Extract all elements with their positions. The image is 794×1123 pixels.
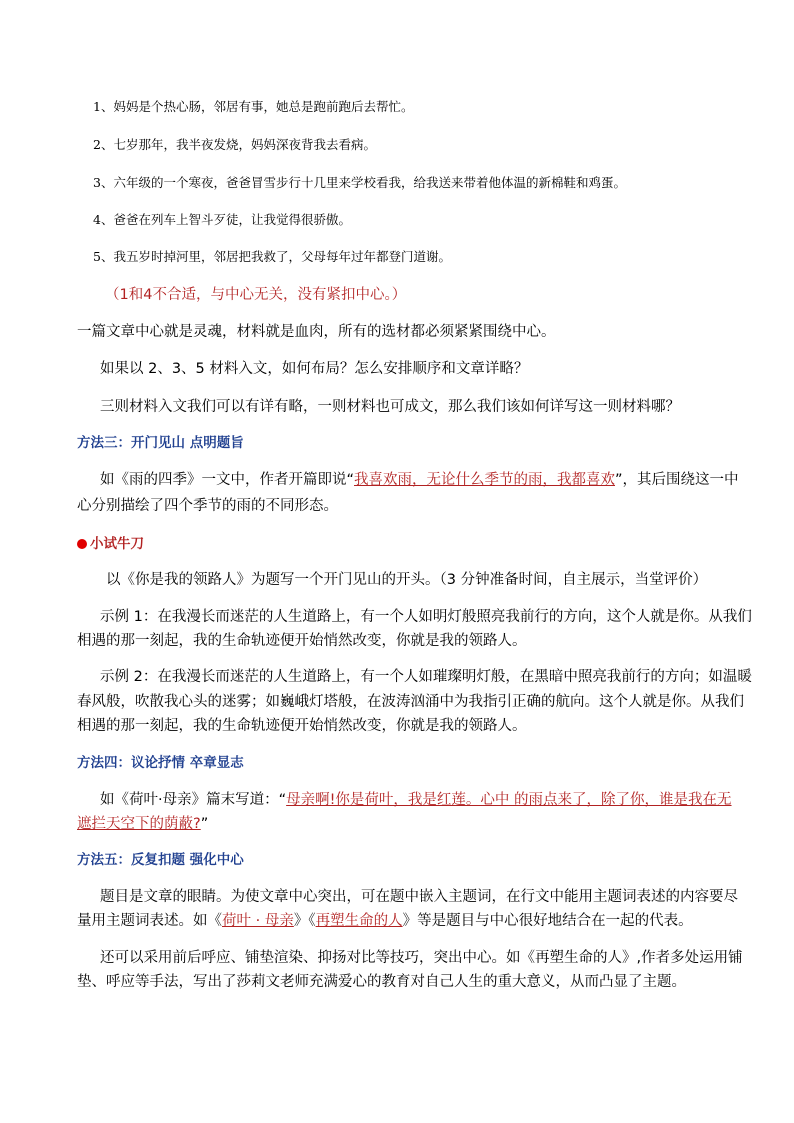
title-reference: 再塑生命的人 xyxy=(315,913,403,929)
paragraph-line: 春风般，吹散我心头的迷雾；如巍峨灯塔般，在波涛汹涌中为我指引正确的航向。这个人就是你。从我们 xyxy=(77,694,744,710)
quoted-sentence: 母亲啊!你是荷叶，我是红莲。心中 的雨点来了，除了你，谁是我在无 xyxy=(286,792,732,808)
quoted-sentence: 我喜欢雨，无论什么季节的雨，我都喜欢 xyxy=(354,472,616,488)
section-heading: 方法三：开门见山 点明题旨 xyxy=(77,435,244,451)
material-item: 1、妈妈是个热心肠，邻居有事，她总是跑前跑后去帮忙。 xyxy=(93,99,414,114)
paragraph: 三则材料入文我们可以有详有略，一则材料也可成文，那么我们该如何详写这一则材料哪？ xyxy=(100,399,680,415)
paragraph: 如果以 2、3、5 材料入文，如何布局？怎么安排顺序和文章详略？ xyxy=(100,361,529,377)
material-item: 2、七岁那年，我半夜发烧，妈妈深夜背我去看病。 xyxy=(93,137,376,152)
paragraph-line: 如《荷叶·母亲》篇末写道：“母亲啊!你是荷叶，我是红莲。心中 的雨点来了，除了你，谁是我在无 xyxy=(100,792,732,808)
paragraph-line: 心分别描绘了四个季节的雨的不同形态。 xyxy=(77,498,338,514)
material-item: 5、我五岁时掉河里，邻居把我救了，父母每年过年都登门道谢。 xyxy=(93,249,451,264)
material-item: 4、爸爸在列车上智斗歹徒，让我觉得很骄傲。 xyxy=(93,212,351,227)
paragraph-line: 相遇的那一刻起，我的生命轨迹便开始悄然改变，你就是我的领路人。 xyxy=(77,718,527,734)
quoted-sentence: 遮拦天空下的荫蔽? xyxy=(77,816,201,832)
material-item: 3、六年级的一个寒夜，爸爸冒雪步行十几里来学校看我，给我送来带着他体温的新棉鞋和鸡蛋。 xyxy=(93,175,626,190)
paragraph-line: 遮拦天空下的荫蔽?” xyxy=(77,816,209,832)
section-heading: 方法五：反复扣题 强化中心 xyxy=(77,852,244,868)
paragraph-line: 还可以采用前后呼应、铺垫渲染、抑扬对比等技巧，突出中心。如《再塑生命的人》,作者多处运用铺 xyxy=(100,950,743,966)
paragraph-line: 相遇的那一刻起，我的生命轨迹便开始悄然改变，你就是我的领路人。 xyxy=(77,633,527,649)
section-heading: 方法四：议论抒情 卒章显志 xyxy=(77,755,244,771)
paragraph-line: 垫、呼应等手法，写出了莎莉文老师充满爱心的教育对自己人生的重大意义，从而凸显了主题。 xyxy=(77,974,686,990)
paragraph-line: 如《雨的四季》一文中，作者开篇即说“我喜欢雨，无论什么季节的雨，我都喜欢”，其后围绕这一中 xyxy=(100,472,739,488)
title-reference: 荷叶 · 母亲 xyxy=(222,913,294,929)
paragraph-line: 示例 2：在我漫长而迷茫的人生道路上，有一个人如璀璨明灯般，在黑暗中照亮我前行的方向；如温暖 xyxy=(100,669,752,685)
paragraph-line: 题目是文章的眼睛。为使文章中心突出，可在题中嵌入主题词，在行文中能用主题词表述的内容要尽 xyxy=(100,889,738,905)
section-heading: 小试牛刀 xyxy=(77,533,144,555)
paragraph: 一篇文章中心就是灵魂，材料就是血肉，所有的选材都必须紧紧围绕中心。 xyxy=(77,324,556,340)
paragraph-line: 示例 1：在我漫长而迷茫的人生道路上，有一个人如明灯般照亮我前行的方向，这个人就是你。从我们 xyxy=(100,609,752,625)
paragraph-line: 量用主题词表述。如《荷叶 · 母亲》《再塑生命的人》等是题目与中心很好地结合在一起的代表。 xyxy=(77,913,693,929)
bullet-dot-icon xyxy=(77,539,87,549)
paragraph: 以《你是我的领路人》为题写一个开门见山的开头。（3 分钟准备时间，自主展示，当堂评价） xyxy=(106,572,708,588)
analysis-note: （1和4不合适，与中心无关，没有紧扣中心。） xyxy=(105,287,407,303)
